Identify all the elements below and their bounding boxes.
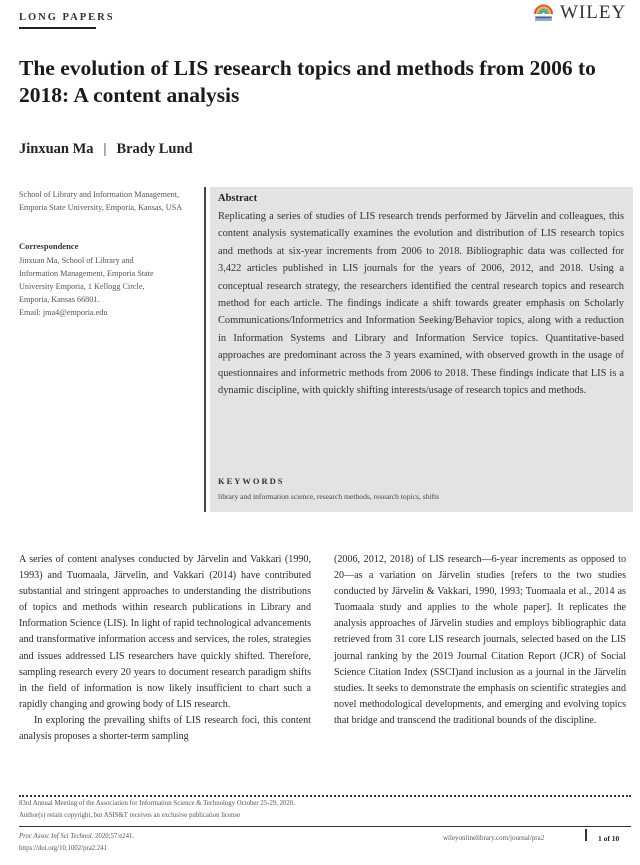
footnote-divider-dotted bbox=[19, 795, 631, 797]
section-underline bbox=[19, 27, 96, 29]
keywords-heading: KEYWORDS bbox=[218, 476, 285, 486]
doi-link[interactable]: https://doi.org/10.1002/pra2.241 bbox=[19, 845, 108, 852]
citation-detail: 2020;57:e241. bbox=[93, 833, 135, 840]
body-column-left bbox=[19, 552, 311, 745]
asist-logo-icon bbox=[533, 2, 554, 23]
journal-website-link[interactable]: wileyonlinelibrary.com/journal/pra2 bbox=[443, 834, 545, 842]
body-column-right bbox=[334, 552, 626, 729]
publisher-logo: WILEY bbox=[560, 2, 627, 23]
correspondence-details bbox=[19, 254, 199, 319]
body-paragraph: A series of content analyses conducted by Järvelin and Vakkari (1990, 1993) and Tuomaala, Järvelin, and Vakkari (2014) have contributed substantial and stringent approaches to understanding the distributions of topics and methods within research publications in Library and Information Science (LIS). In light of rapid technological advancements and transformative information access and services, the roles, strategies and issues addressed LIS researchers have quickly shifted. Therefore, sampling research every 20 years to document research paradigm shifts in the field of information is now likely insufficient to chart such a rapidly changing and growing body of LIS research. bbox=[19, 554, 311, 710]
body-paragraph: (2006, 2012, 2018) of LIS research—6-year increments as opposed to 20—as a variation on Järvelin studies [refers to the two studies conducted by Järvelin & Vakkari, 1990, 1993; Tuomaala et al., 2014 as Tuomaala study and applies to the whole paper]. It replicates the analysis approaches of Järvelin studies and employs bibliographic data retrieved from 31 core LIS research journals, selected based on the LIS journal ranking by the 2019 Journal Citation Report (JCR) of Social Science Citation Index (SSCI)and inclusion as a journal in the Järvelin studies. It seeks to demonstrate the emphasis on scientific strategies and novel methodological developments, and emerging and evolving topics that bridge and transcend the traditional bounds of the discipline. bbox=[334, 554, 626, 726]
abstract-box bbox=[210, 187, 633, 512]
affiliation: School of Library and Information Management, Emporia State University, Emporia, Kansas, USA bbox=[19, 190, 183, 212]
correspondence-heading: Correspondence bbox=[19, 241, 79, 251]
footer-divider bbox=[19, 826, 631, 827]
abstract-heading: Abstract bbox=[218, 193, 258, 204]
page-separator bbox=[585, 829, 587, 841]
journal-abbrev: Proc Assoc Inf Sci Technol. bbox=[19, 833, 94, 840]
author-name[interactable]: Brady Lund bbox=[116, 141, 193, 157]
author-separator: | bbox=[103, 141, 107, 157]
keywords-list: library and information science, research methods, research topics, shifts bbox=[218, 492, 440, 501]
abstract-text: Replicating a series of studies of LIS research trends performed by Järvelin and colleagues, this content analysis systematically examines the evolution and distribution of LIS research topics and methods at six-year increments from 2006 to 2018. Bibliographic data was collected for 3,422 articles published in LIS journals for the years of 2006, 2012, and 2018. Using a conceptual research strategy, the researchers identified the central research topics and research method for each article. The findings indicate a shift towards greater emphasis on Scholarly Communications/Informetrics and Information Seeking/Behavior topics, along with a reduction in Information Systems and Library and Information Service topics. Quantitative-based approaches are predominant across the 3 years examined, with observed growth in the usage of questionnaires and informetric methods from 2006 to 2018. These findings indicate that LIS is a dynamic discipline, with quickly shifting interests/usage of research topics and methods. bbox=[218, 211, 624, 397]
meeting-note: 83rd Annual Meeting of the Association for Information Science & Technology October 25-29, 2020. bbox=[19, 800, 295, 807]
author-list bbox=[19, 141, 193, 158]
citation bbox=[19, 833, 134, 840]
license-note: Author(s) retain copyright, but ASIS&T receives an exclusive publication license bbox=[19, 812, 241, 819]
correspondence-line: Jinxuan Ma, School of Library and bbox=[19, 256, 134, 265]
correspondence-line: Emporia, Kansas 66801. bbox=[19, 295, 100, 304]
correspondence-email[interactable]: Email: jma4@emporia.edu bbox=[19, 308, 108, 317]
abstract-rule bbox=[204, 187, 206, 512]
page-indicator: 1 of 10 bbox=[598, 834, 620, 843]
body-paragraph: In exploring the prevailing shifts of LIS research foci, this content analysis proposes a shorter-term sampling bbox=[19, 714, 311, 743]
section-label: LONG PAPERS bbox=[19, 12, 115, 23]
author-name[interactable]: Jinxuan Ma bbox=[19, 141, 94, 157]
correspondence-line: University Emporia, 1 Kellogg Circle, bbox=[19, 282, 145, 291]
article-title: The evolution of LIS research topics and methods from 2006 to 2018: A content analysis bbox=[19, 56, 596, 107]
correspondence-line: Information Management, Emporia State bbox=[19, 269, 154, 278]
